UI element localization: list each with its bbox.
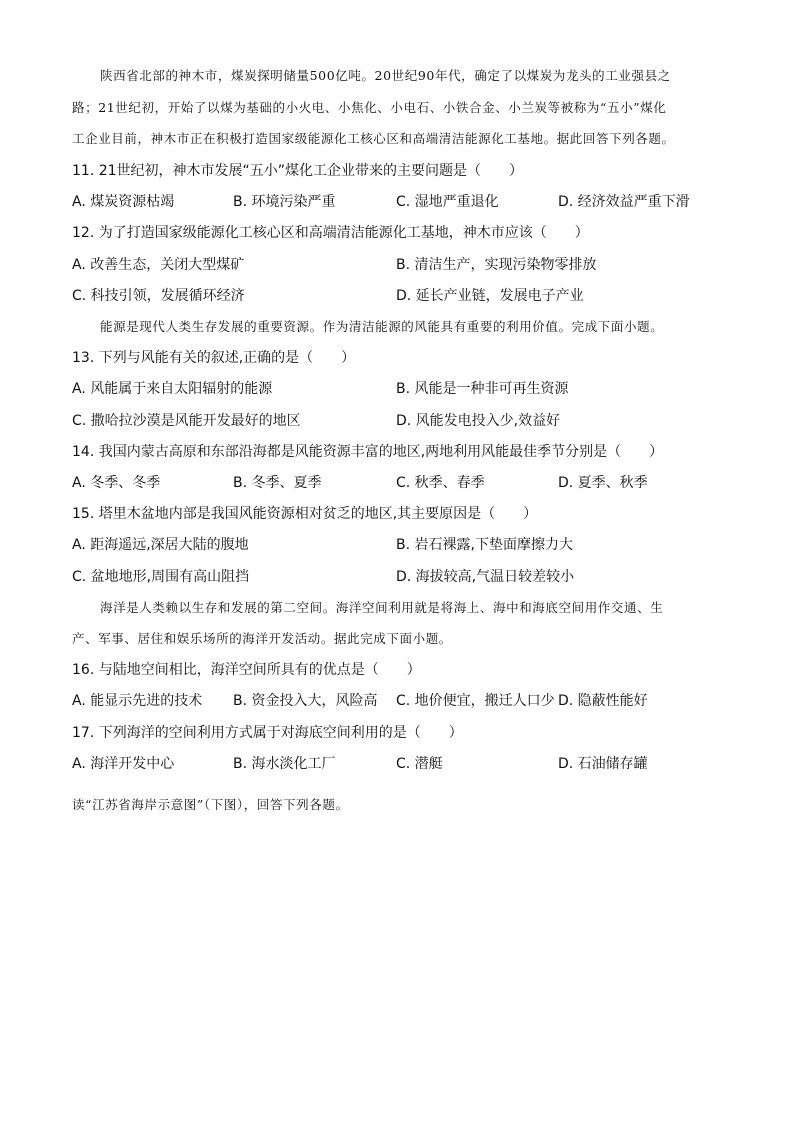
q16-option-a: A. 能显示先进的技术 xyxy=(72,693,203,709)
q15-stem: 15. 塔里木盆地内部是我国风能资源相对贫乏的地区,其主要原因是（ ） xyxy=(72,506,538,522)
q16-option-d: D. 隐蔽性能好 xyxy=(558,693,648,709)
passage1-line2: 路；21世纪初，开始了以煤为基础的小火电、小焦化、小电石、小铁合金、小兰炭等被称为“五小”煤化 xyxy=(72,100,667,115)
q15-option-d: D. 海拔较高,气温日较差较小 xyxy=(396,569,575,585)
passage1-line3: 工企业目前，神木市正在积极打造国家级能源化工核心区和高端清洁能源化工基地。据此回答下列各题。 xyxy=(72,131,675,146)
q11-option-d: D. 经济效益严重下滑 xyxy=(558,194,690,210)
q17-option-c: C. 潜艇 xyxy=(396,756,443,772)
q17-option-a: A. 海洋开发中心 xyxy=(72,756,175,772)
read-note: 读“江苏省海岸示意图”（下图），回答下列各题。 xyxy=(72,797,349,812)
q17-option-b: B. 海水淡化工厂 xyxy=(233,756,336,772)
q12-option-a: A. 改善生态，关闭大型煤矿 xyxy=(72,257,245,273)
q13-option-a: A. 风能属于来自太阳辐射的能源 xyxy=(72,381,273,397)
passage2-line1: 能源是现代人类生存发展的重要资源。作为清洁能源的风能具有重要的利用价值。完成下面小题。 xyxy=(100,319,664,334)
passage3-line1: 海洋是人类赖以生存和发展的第二空间。海洋空间利用就是将海上、海中和海底空间用作交通、生 xyxy=(100,600,664,615)
q13-stem: 13. 下列与风能有关的叙述,正确的是（ ） xyxy=(72,350,356,366)
q14-option-a: A. 冬季、冬季 xyxy=(72,475,161,491)
q13-option-c: C. 撒哈拉沙漠是风能开发最好的地区 xyxy=(72,413,301,429)
q11-option-c: C. 湿地严重退化 xyxy=(396,194,499,210)
passage1-line1: 陕西省北部的神木市，煤炭探明储量500亿吨。20世纪90年代，确定了以煤炭为龙头的工业强县之 xyxy=(100,68,671,83)
q12-option-d: D. 延长产业链，发展电子产业 xyxy=(396,288,584,304)
q14-option-d: D. 夏季、秋季 xyxy=(558,475,648,491)
q11-option-b: B. 环境污染严重 xyxy=(233,194,336,210)
q16-stem: 16. 与陆地空间相比，海洋空间所具有的优点是（ ） xyxy=(72,662,421,678)
q14-stem: 14. 我国内蒙古高原和东部沿海都是风能资源丰富的地区,两地利用风能最佳季节分别是（ ） xyxy=(72,444,664,460)
q14-option-c: C. 秋季、春季 xyxy=(396,475,485,491)
q12-stem: 12. 为了打造国家级能源化工核心区和高端清洁能源化工基地，神木市应该（ ） xyxy=(72,225,589,241)
q13-option-d: D. 风能发电投入少,效益好 xyxy=(396,413,561,429)
q14-option-b: B. 冬季、夏季 xyxy=(233,475,322,491)
q11-stem: 11. 21世纪初，神木市发展“五小”煤化工企业带来的主要问题是（ ） xyxy=(72,163,524,179)
q15-option-c: C. 盆地地形,周围有高山阻挡 xyxy=(72,569,250,585)
q11-option-a: A. 煤炭资源枯竭 xyxy=(72,194,175,210)
q16-option-c: C. 地价便宜，搬迁人口少 xyxy=(396,693,555,709)
q16-option-b: B. 资金投入大，风险高 xyxy=(233,693,378,709)
q17-option-d: D. 石油储存罐 xyxy=(558,756,648,772)
q12-option-c: C. 科技引领，发展循环经济 xyxy=(72,288,245,304)
q15-option-a: A. 距海遥远,深居大陆的腹地 xyxy=(72,537,249,553)
q13-option-b: B. 风能是一种非可再生资源 xyxy=(396,381,569,397)
q12-option-b: B. 清洁生产，实现污染物零排放 xyxy=(396,257,597,273)
q17-stem: 17. 下列海洋的空间利用方式属于对海底空间利用的是（ ） xyxy=(72,725,463,741)
passage3-line2: 产、军事、居住和娱乐场所的海洋开发活动。据此完成下面小题。 xyxy=(72,631,452,646)
q15-option-b: B. 岩石裸露,下垫面摩擦力大 xyxy=(396,537,573,553)
